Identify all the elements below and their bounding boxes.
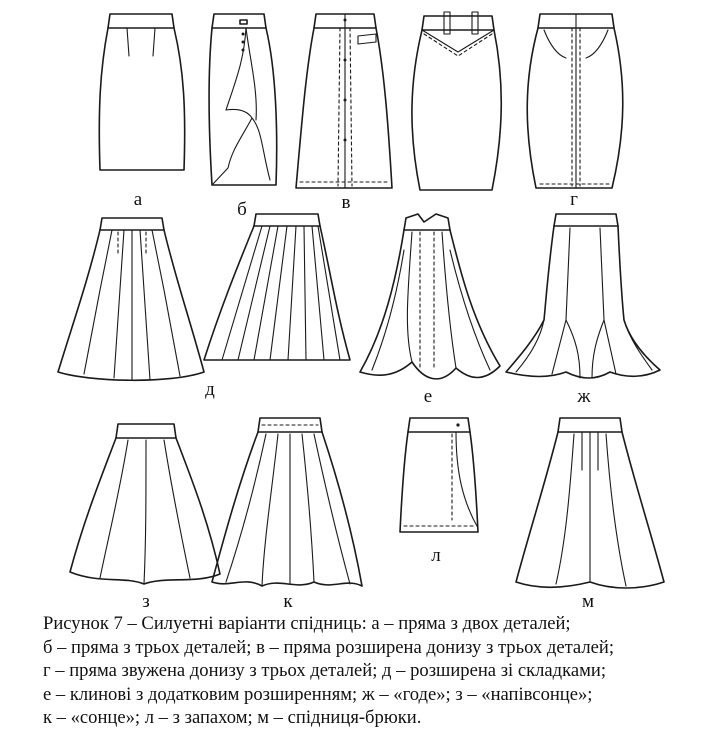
label-zh: ж: [577, 386, 591, 407]
skirt-v-drawing: [296, 14, 392, 188]
label-k: к: [283, 591, 293, 612]
label-l: л: [431, 545, 441, 566]
skirt-pleated-drawing: [204, 214, 350, 360]
caption-line: е – клинові з додатковим розширенням; ж – «годе»; з – «напівсонце»;: [43, 683, 593, 705]
caption-line: Рисунок 7 – Силуетні варіанти спідниць: а – пряма з двох деталей;: [43, 613, 571, 634]
skirt-k-drawing: [212, 418, 362, 586]
label-e: е: [423, 386, 433, 407]
skirt-zh-drawing: [506, 214, 660, 378]
label-m: м: [581, 591, 595, 612]
label-v: в: [341, 192, 351, 213]
label-d: д: [205, 379, 215, 400]
figure-caption: [43, 612, 713, 730]
skirt-z-drawing: [70, 424, 220, 584]
skirt-a-drawing: [99, 14, 184, 170]
label-z: з: [142, 591, 150, 612]
caption-line: г – пряма звужена донизу з трьох деталей; д – розширена зі складками;: [43, 660, 607, 682]
skirt-l-drawing: [400, 418, 478, 532]
caption-line: к – «сонце»; л – з запахом; м – спідниця-брюки.: [43, 707, 422, 729]
skirt-b-drawing: [209, 14, 277, 185]
skirt-e-drawing: [360, 214, 500, 379]
skirt-d-drawing: [58, 218, 204, 380]
caption-line: б – пряма з трьох деталей; в – пряма розширена донизу з трьох деталей;: [43, 636, 614, 658]
skirt-g-pocket-drawing: [527, 14, 623, 188]
skirt-g-drawing: [412, 12, 501, 190]
skirt-m-drawing: [516, 418, 664, 588]
label-b: б: [237, 199, 247, 220]
label-g: г: [570, 189, 578, 210]
label-a: а: [133, 189, 143, 210]
